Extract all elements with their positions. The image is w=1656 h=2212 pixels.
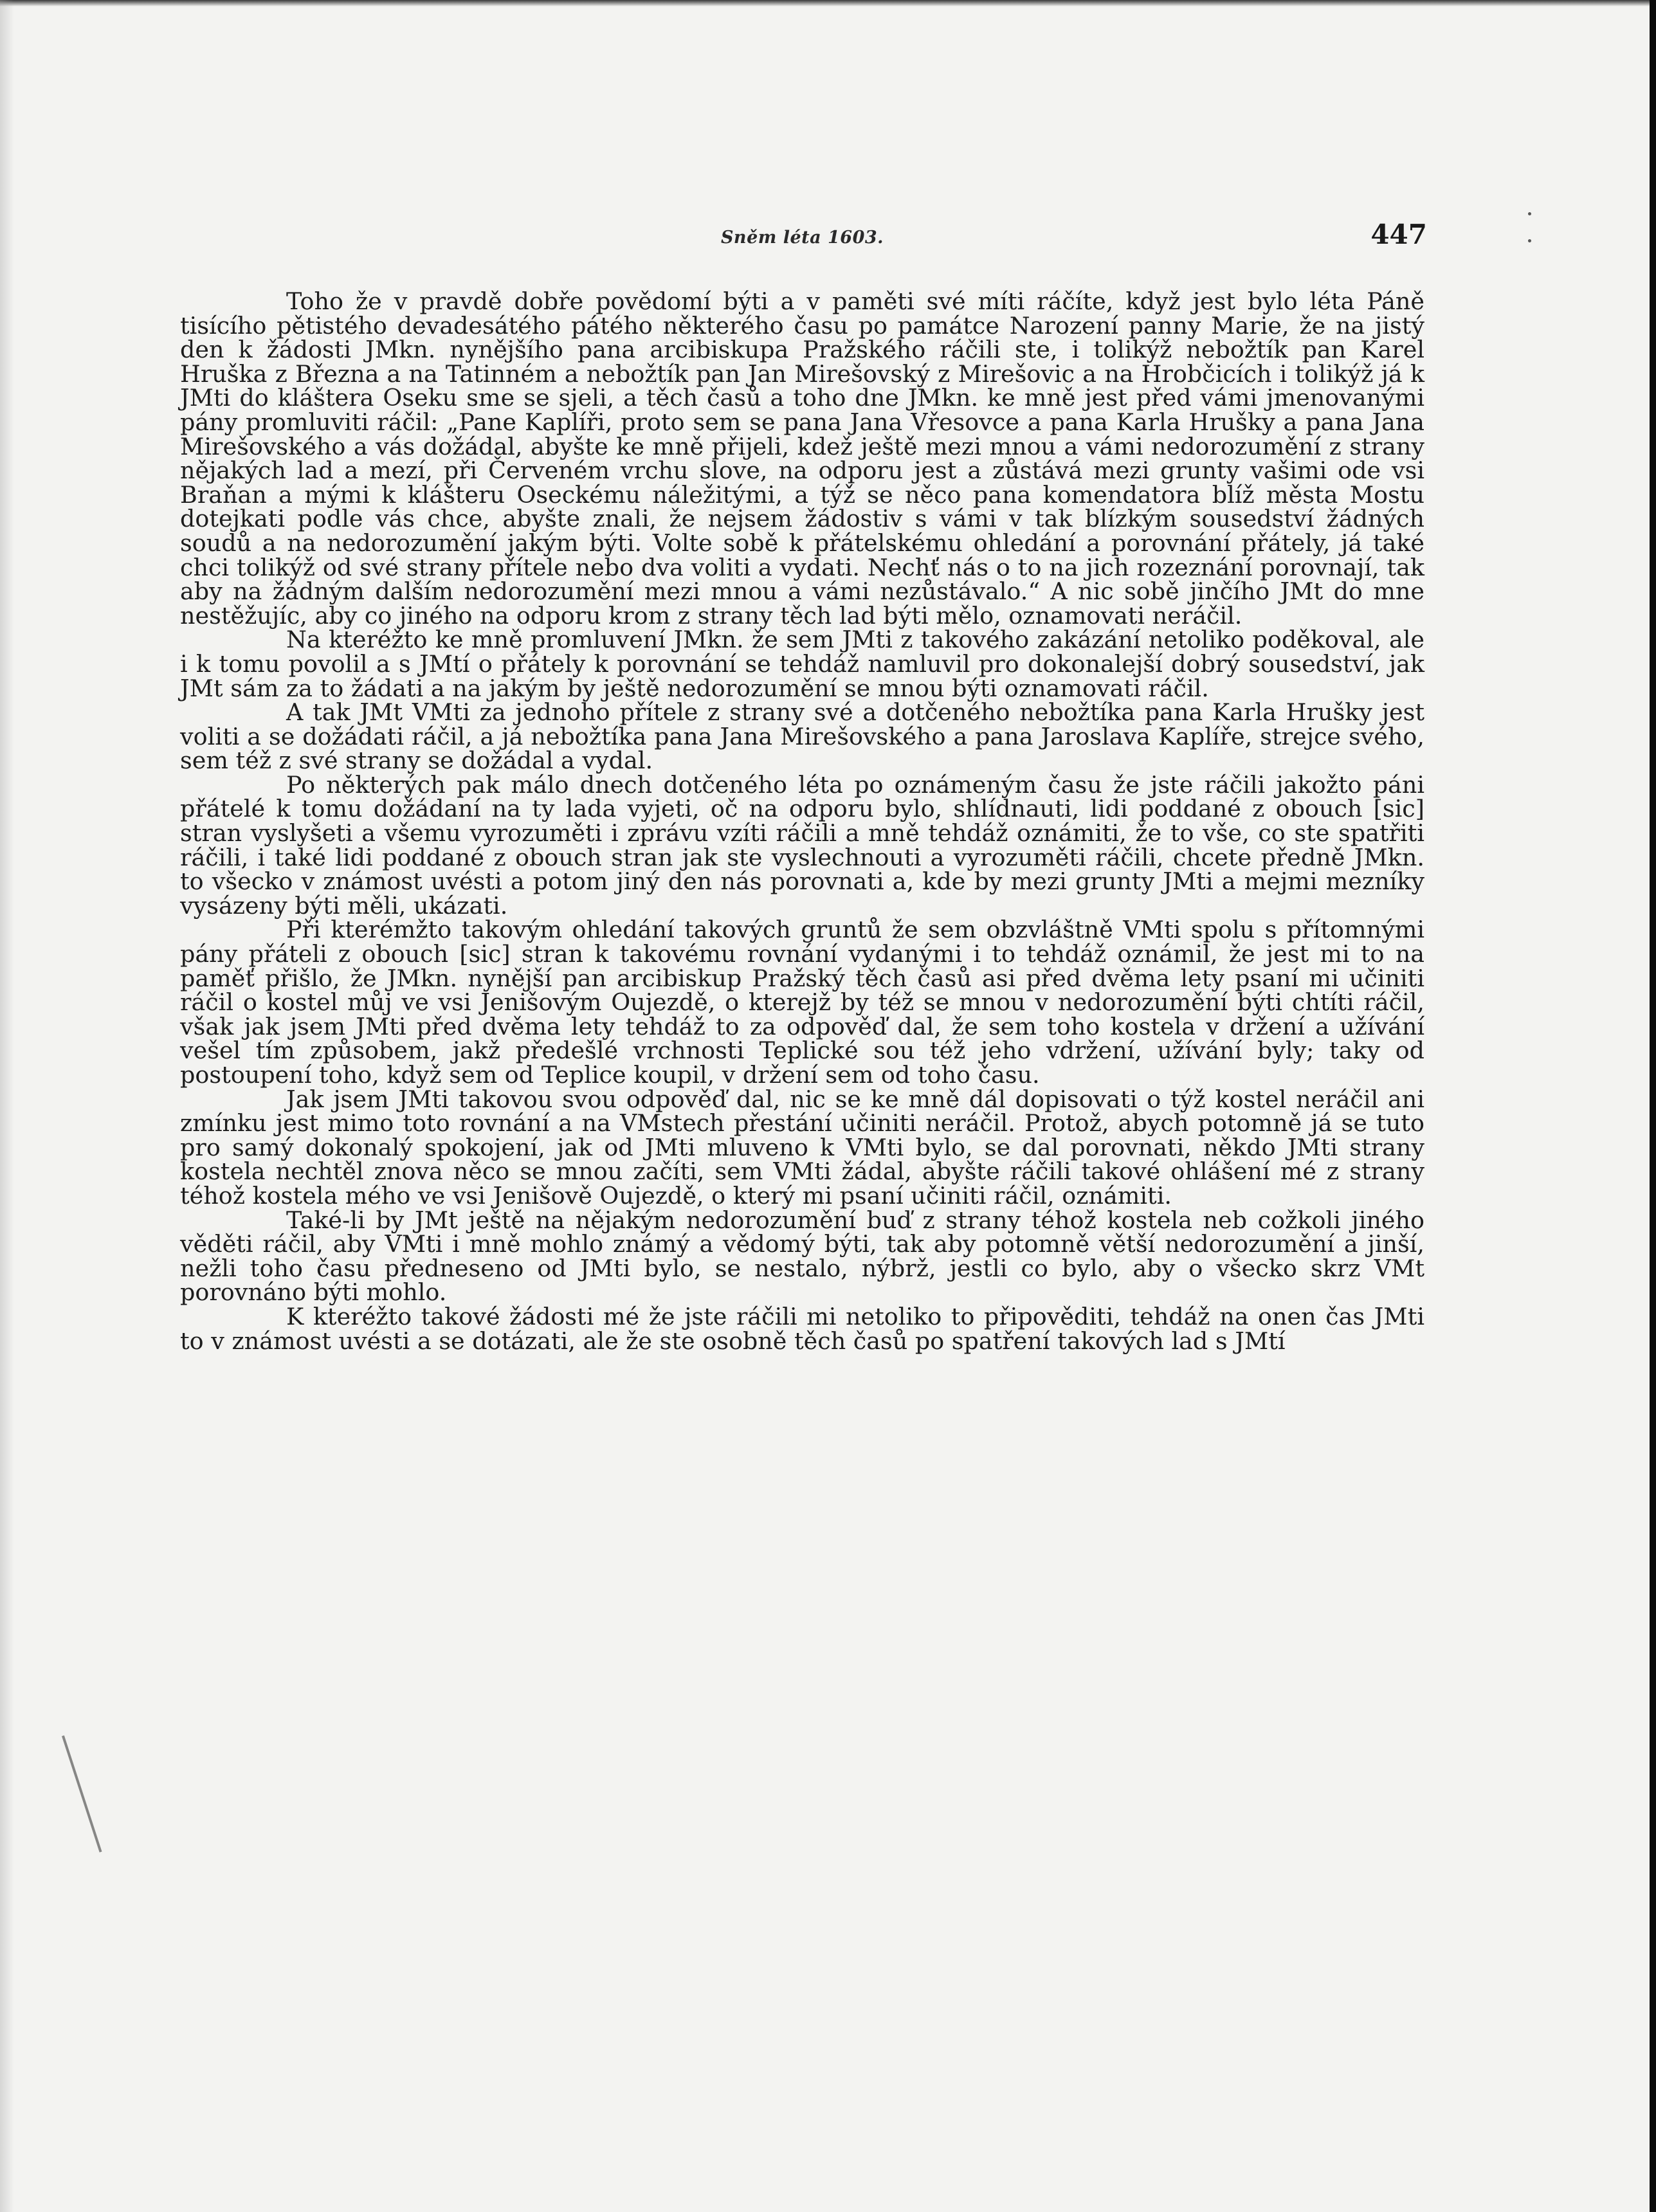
page-number: 447 — [1370, 219, 1427, 250]
running-title: Sněm léta 1603. — [720, 228, 884, 248]
scan-dot — [1528, 212, 1531, 215]
paragraph: Toho že v pravdě dobře povědomí býti a v paměti své míti ráčíte, když jest bylo léta Páně tisícího pětistého devadesátého pátého některého času po památce Narození panny Marie, že na jistý den k žádosti JMkn. nynějšího pana arcibiskupa Pražského ráčili ste, i tolikýž nebožtík pan Karel Hruška z Března a na Tatinném a nebožtík pan Jan Mirešovský z Mirešovic a na Hrobčicích i tolikýž já k JMti do kláštera Oseku sme se sjeli, a těch časů a toho dne JMkn. ke mně jest před vámi jmenovanými pány promluviti ráčil: „Pane Kaplíři, proto sem se pana Jana Vřesovce a pana Karla Hrušky a pana Jana Mirešovského a vás dožádal, abyšte ke mně přijeli, kdež ještě mezi mnou a vámi nedorozumění z strany nějakých lad a mezí, při Červeném vrchu slove, na odporu jest a zůstává mezi grunty vašimi ode vsi Braňan a mými k klášteru Oseckému náležitými, a týž se něco pana komendatora blíž města Mostu dotejkati podle vás chce, abyšte znali, že nejsem žádostiv s vámi v tak blízkým sousedství žádných soudů a na nedorozumění jakým býti. Volte sobě k přátelskému ohledání a porovnání přátely, já také chci tolikýž od své strany přítele nebo dva voliti a vydati. Nechť nás o to na jich rozeznání porovnají, tak aby na žádným dalším nedorozumění mezi mnou a vámi nezůstávalo.“ A nic sobě jinčího JMt do mne nestěžujíc, aby co jiného na odporu krom z strany těch lad býti mělo, oznamovati neráčil. — [180, 287, 1424, 630]
body-text — [180, 289, 1424, 1353]
scan-edge-left — [0, 0, 14, 2212]
paragraph: Při kterémžto takovým ohledání takových gruntů že sem obzvláštně VMti spolu s přítomnými pány přáteli z obouch [sic] stran k takovému rovnání vydanými i to tehdáž oznámil, že jest mi to na paměť přišlo, že JMkn. nynější pan arcibiskup Pražský těch časů asi před dvěma lety psaní mi učiniti ráčil o kostel můj ve vsi Jenišovým Oujezdě, o kterejž by též se mnou v nedorozumění býti chtíti ráčil, však jak jsem JMti před dvěma lety tehdáž to za odpověď dal, že sem toho kostela v držení a užívání vešel tím způsobem, jakž předešlé vrchnosti Teplické sou též jeho vdržení, užívání byly; taky od postoupení toho, když sem od Teplice koupil, v držení sem od toho času. — [180, 916, 1424, 1089]
scan-mark — [62, 1736, 102, 1853]
page — [180, 219, 1427, 1355]
scan-edge-top — [0, 0, 1656, 6]
paragraph: Také-li by JMt ještě na nějakým nedorozumění buď z strany téhož kostela neb cožkoli jiného věděti ráčil, aby VMti i mně mohlo známý a vědomý býti, tak aby potomně větší nedorozumění a jinší, nežli toho času předneseno od JMti bylo, se nestalo, nýbrž, jestli co bylo, aby o všecko skrz VMt porovnáno býti mohlo. — [180, 1206, 1424, 1307]
paragraph: A tak JMt VMti za jednoho přítele z strany své a dotčeného nebožtíka pana Karla Hrušky jest voliti a se dožádati ráčil, a já nebožtíka pana Jana Mirešovského a pana Jaroslava Kaplíře, strejce svého, sem též z své strany se dožádal a vydal. — [180, 698, 1424, 775]
scan-dot — [1528, 239, 1531, 242]
paragraph: Po některých pak málo dnech dotčeného léta po oznámeným času že jste ráčili jakožto páni přátelé k tomu dožádaní na ty lada vyjeti, oč na odporu bylo, shlídnauti, lidi poddané z obouch [sic] stran vyslyšeti a všemu vyrozuměti i zprávu vzíti ráčili a mně tehdáž oznámiti, že to vše, co ste spatřiti ráčili, i také lidi poddané z obouch stran jak ste vyslechnouti a vyrozuměti ráčili, chcete předně JMkn. to všecko v známost uvésti a potom jiný den nás porovnati a, kde by mezi grunty JMti a mejmi mezníky vysázeny býti měli, ukázati. — [180, 770, 1424, 920]
paragraph: Jak jsem JMti takovou svou odpověď dal, nic se ke mně dál dopisovati o týž kostel neráčil ani zmínku jest mimo toto rovnání a na VMstech přestání učiniti neráčil. Protož, abych potomně já se tuto pro samý dokonalý spokojení, jak od JMti mluveno k VMti bylo, se dal porovnati, někdo JMti strany kostela nechtěl znova něco se mnou začíti, sem VMti žádal, abyšte ráčili takové ohlášení mé z strany téhož kostela mého ve vsi Jenišově Oujezdě, o který mi psaní učiniti ráčil, oznámiti. — [180, 1085, 1424, 1210]
paragraph: K kteréžto takové žádosti mé že jste ráčili mi netoliko to připověditi, tehdáž na onen čas JMti to v známost uvésti a se dotázati, ale že ste osobně těch časů po spatření takových lad s JMtí — [180, 1302, 1424, 1355]
running-head — [180, 219, 1427, 264]
scan-edge-right — [1650, 0, 1656, 2212]
paragraph: Na kteréžto ke mně promluvení JMkn. že sem JMti z takového zakázání netoliko poděkoval, ale i k tomu povolil a s JMtí o přátely k porovnání se tehdáž namluvil pro dokonalejší dobrý sousedství, jak JMt sám za to žádati a na jakým by ještě nedorozumění se mnou býti oznamovati ráčil. — [180, 626, 1424, 702]
